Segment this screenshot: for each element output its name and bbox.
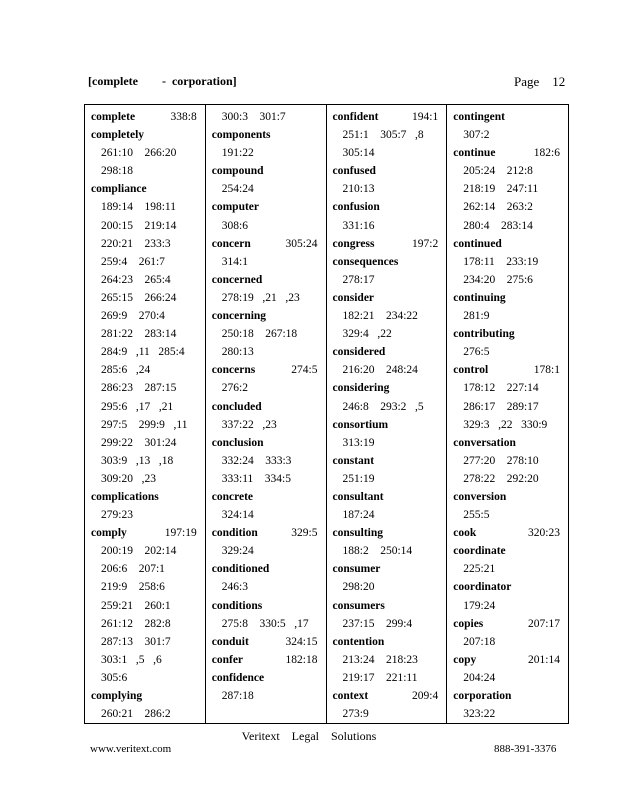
index-entry <box>333 198 447 234</box>
index-term-line <box>333 416 447 434</box>
index-entry <box>333 633 447 687</box>
index-term: consequences <box>332 255 399 268</box>
index-entry <box>333 597 447 633</box>
index-term: consumers <box>332 599 385 612</box>
index-term-line <box>91 687 205 705</box>
index-term: considering <box>332 382 390 395</box>
index-term-line <box>333 560 447 578</box>
index-ref-line: 278:22 292:20 <box>463 472 539 485</box>
index-entry <box>453 235 568 289</box>
index-term: contingent <box>453 111 505 123</box>
index-inline-ref: 305:24 <box>285 237 318 250</box>
index-ref-line: 329:3 ,22 330:9 <box>463 418 548 431</box>
index-ref-line: 205:24 212:8 <box>463 165 533 178</box>
index-entry <box>453 488 568 524</box>
index-inline-ref: 197:2 <box>412 237 439 250</box>
index-term-line <box>212 361 326 379</box>
index-ref-line: 333:11 334:5 <box>221 472 291 485</box>
index-ref-line: 331:16 <box>342 219 375 232</box>
index-entry <box>212 108 326 126</box>
index-term-line <box>333 379 447 397</box>
index-entry <box>333 253 447 289</box>
index-term: confused <box>332 165 376 178</box>
index-ref-line: 329:4 ,22 <box>342 328 392 341</box>
index-term-line <box>91 524 205 542</box>
index-ref-line: 278:17 <box>342 273 375 286</box>
index-ref-line: 309:20 ,23 <box>101 472 156 485</box>
index-term-line <box>212 198 326 216</box>
index-ref-line: 264:23 265:4 <box>101 273 171 286</box>
index-inline-ref: 197:19 <box>164 527 197 540</box>
index-ref-line: 261:10 266:20 <box>101 147 177 160</box>
index-ref-line: 250:18 267:18 <box>221 328 298 341</box>
index-term-line <box>453 289 568 307</box>
index-inline-ref: 209:4 <box>412 690 439 702</box>
index-term-line <box>333 488 447 506</box>
index-entry <box>212 307 326 361</box>
index-entry <box>212 126 326 162</box>
index-ref-line: 332:24 333:3 <box>221 454 292 467</box>
index-term: congress <box>332 237 375 250</box>
index-ref-line: 287:18 <box>221 690 254 702</box>
index-ref-line: 298:18 <box>101 165 133 178</box>
index-ref-line: 234:20 275:6 <box>463 273 533 286</box>
index-term: conversation <box>453 436 516 449</box>
index-ref-line: 286:23 287:15 <box>101 382 177 395</box>
index-ref-line: 285:6 ,24 <box>101 364 151 377</box>
index-entry <box>333 488 447 524</box>
index-ref-line: 287:13 301:7 <box>101 635 171 648</box>
index-term: confusion <box>332 201 380 214</box>
index-ref-line: 314:1 <box>221 255 248 268</box>
index-entry <box>212 235 326 271</box>
index-ref-line: 279:23 <box>101 509 133 522</box>
index-ref-line: 276:2 <box>221 382 248 395</box>
index-entry <box>333 524 447 560</box>
index-entry <box>212 488 326 524</box>
index-entry <box>212 398 326 434</box>
index-inline-ref: 324:15 <box>285 635 318 648</box>
index-entry <box>453 524 568 542</box>
index-ref-line: 269:9 270:4 <box>101 310 165 323</box>
index-term-line <box>453 361 568 379</box>
index-term: contention <box>332 635 385 648</box>
index-ref-line: 237:15 299:4 <box>342 617 413 630</box>
index-ref-line: 220:21 233:3 <box>101 237 171 250</box>
index-term: corporation <box>453 690 512 702</box>
index-term-line <box>212 524 326 542</box>
index-entry <box>91 488 205 524</box>
index-term-line <box>212 307 326 325</box>
index-ref-line: 189:14 198:11 <box>101 201 176 214</box>
index-term: complying <box>91 690 143 702</box>
footer-website: www.veritext.com <box>90 743 172 755</box>
index-term-line <box>91 108 205 126</box>
index-entry <box>333 108 447 162</box>
index-ref-line: 187:24 <box>342 509 375 522</box>
index-term: conversion <box>453 490 507 503</box>
index-inline-ref: 178:1 <box>533 364 560 377</box>
index-ref-line: 213:24 218:23 <box>342 653 418 666</box>
footer-brand: Veritext Legal Solutions <box>241 729 377 743</box>
index-term: continue <box>453 147 496 160</box>
index-term-line <box>212 434 326 452</box>
index-ref-line: 277:20 278:10 <box>463 454 539 467</box>
index-term: control <box>453 364 489 377</box>
index-entry <box>453 615 568 651</box>
index-column-2 <box>206 105 327 723</box>
index-ref-line: 337:22 ,23 <box>221 418 277 431</box>
index-entry <box>212 361 326 397</box>
index-term: continued <box>453 237 502 250</box>
index-term: compound <box>211 165 264 178</box>
index-ref-line: 219:17 221:11 <box>342 671 418 684</box>
index-term-line <box>333 253 447 271</box>
index-term: confer <box>211 653 244 666</box>
index-ref-line: 188:2 250:14 <box>342 545 413 558</box>
index-term-line <box>333 235 447 253</box>
index-term-line <box>333 524 447 542</box>
index-ref-line: 329:24 <box>221 545 254 558</box>
index-term-line <box>212 235 326 253</box>
index-ref-line: 225:21 <box>463 563 496 576</box>
index-term: consulting <box>332 527 383 540</box>
index-ref-line: 324:14 <box>221 509 254 522</box>
index-entry <box>212 633 326 651</box>
index-entry <box>212 524 326 560</box>
index-term-line <box>212 398 326 416</box>
index-entry <box>91 524 205 687</box>
index-term-line <box>453 434 568 452</box>
index-ref-line: 305:14 <box>342 147 375 160</box>
index-entry <box>333 452 447 488</box>
index-entry <box>453 108 568 144</box>
index-term: conduit <box>211 635 249 648</box>
index-ref-line: 261:12 282:8 <box>101 617 171 630</box>
index-entry <box>333 416 447 452</box>
index-ref-line: 280:13 <box>221 346 254 359</box>
index-ref-line: 265:15 266:24 <box>101 291 177 304</box>
index-term: concerns <box>211 364 256 377</box>
index-entry <box>212 162 326 198</box>
index-entry <box>453 542 568 578</box>
index-inline-ref: 182:6 <box>533 147 560 160</box>
index-ref-line: 246:3 <box>221 581 248 594</box>
index-ref-line: 178:11 233:19 <box>463 255 539 268</box>
index-term: components <box>211 129 271 142</box>
index-ref-line: 207:18 <box>463 635 496 648</box>
index-term-line <box>453 235 568 253</box>
index-entry <box>453 687 568 723</box>
index-inline-ref: 329:5 <box>291 527 318 540</box>
index-term-line <box>453 524 568 542</box>
index-term: computer <box>211 201 260 214</box>
index-ref-line: 216:20 248:24 <box>342 364 418 377</box>
index-ref-line: 280:4 283:14 <box>463 219 533 232</box>
index-term-line <box>453 651 568 669</box>
index-term-line <box>91 180 205 198</box>
footer-phone: 888-391-3376 <box>494 743 557 755</box>
index-entry <box>333 687 447 723</box>
index-term-line <box>212 560 326 578</box>
index-ref-line: 178:12 227:14 <box>463 382 539 395</box>
index-term-line <box>453 108 568 126</box>
index-entry <box>333 379 447 415</box>
index-entry <box>333 560 447 596</box>
index-inline-ref: 182:18 <box>285 653 318 666</box>
index-ref-line: 299:22 301:24 <box>101 436 177 449</box>
index-term-line <box>333 633 447 651</box>
index-ref-line: 262:14 263:2 <box>463 201 533 214</box>
index-term-line <box>453 542 568 560</box>
index-ref-line: 303:1 ,5 ,6 <box>101 653 162 666</box>
index-term: concerning <box>211 310 267 323</box>
index-entry <box>333 235 447 253</box>
index-ref-line: 200:19 202:14 <box>101 545 177 558</box>
index-ref-line: 278:19 ,21 ,23 <box>221 291 300 304</box>
index-term-line <box>333 343 447 361</box>
index-ref-line: 200:15 219:14 <box>101 219 177 232</box>
page-number: Page 12 <box>514 74 566 89</box>
index-term: comply <box>91 527 127 540</box>
index-term: consider <box>332 291 375 304</box>
index-term: cook <box>453 527 477 540</box>
index-column-3 <box>327 105 448 723</box>
index-entry <box>333 343 447 379</box>
index-ref-line: 206:6 207:1 <box>101 563 165 576</box>
index-term: constant <box>332 454 375 467</box>
index-term: continuing <box>453 291 506 304</box>
index-term: concrete <box>211 490 254 503</box>
index-ref-line: 218:19 247:11 <box>463 183 539 196</box>
index-entry <box>212 669 326 705</box>
index-entry <box>453 361 568 433</box>
index-ref-line: 303:9 ,13 ,18 <box>101 454 174 467</box>
index-ref-line: 295:6 ,17 ,21 <box>101 400 174 413</box>
index-column-1 <box>85 105 206 723</box>
index-term: compliance <box>91 183 147 196</box>
index-term: complete <box>91 111 136 123</box>
index-ref-line: 323:22 <box>463 708 496 721</box>
index-entry <box>212 434 326 488</box>
index-term-line <box>453 615 568 633</box>
index-term: contributing <box>453 328 515 341</box>
index-term-line <box>333 452 447 470</box>
index-column-4 <box>447 105 568 723</box>
index-term: consultant <box>332 490 384 503</box>
index-inline-ref: 207:17 <box>528 617 560 630</box>
index-term-line <box>333 687 447 705</box>
index-entry <box>453 289 568 325</box>
index-inline-ref: 320:23 <box>528 527 560 540</box>
index-ref-line: 179:24 <box>463 599 496 612</box>
index-term-line <box>212 488 326 506</box>
index-entry <box>333 289 447 343</box>
index-ref-line: 286:17 289:17 <box>463 400 539 413</box>
index-term-line <box>212 633 326 651</box>
index-term-line <box>333 108 447 126</box>
index-ref-line: 275:8 330:5 ,17 <box>221 617 309 630</box>
index-term-line <box>453 687 568 705</box>
index-term: conditions <box>211 599 263 612</box>
index-term: confident <box>332 111 379 123</box>
index-ref-line: 297:5 299:9 ,11 <box>101 418 188 431</box>
index-term-line <box>212 651 326 669</box>
index-ref-line: 305:6 <box>101 671 128 684</box>
index-inline-ref: 338:8 <box>170 111 197 123</box>
index-ref-line: 276:5 <box>463 346 490 359</box>
index-term: considered <box>332 346 386 359</box>
index-inline-ref: 194:1 <box>412 111 439 123</box>
index-ref-line: 281:22 283:14 <box>101 328 177 341</box>
index-ref-line: 281:9 <box>463 310 490 323</box>
index-term: concluded <box>211 400 262 413</box>
index-range-header: [complete - corporation] <box>88 74 237 88</box>
index-ref-line: 259:4 261:7 <box>101 255 165 268</box>
index-term-line <box>212 271 326 289</box>
index-term-line <box>212 162 326 180</box>
index-entry <box>91 126 205 180</box>
index-ref-line: 254:24 <box>221 183 254 196</box>
index-entry <box>453 434 568 488</box>
index-term-line <box>91 126 205 144</box>
index-ref-line: 251:1 305:7 ,8 <box>342 129 424 142</box>
index-term: coordinator <box>453 581 512 594</box>
index-entry <box>212 271 326 307</box>
index-term-line <box>91 488 205 506</box>
index-entry <box>453 578 568 614</box>
index-term: context <box>332 690 369 702</box>
index-entry <box>212 198 326 234</box>
index-term-line <box>333 289 447 307</box>
index-term: concern <box>211 237 251 250</box>
index-ref-line: 284:9 ,11 285:4 <box>101 346 185 359</box>
index-inline-ref: 201:14 <box>528 653 560 666</box>
index-entry <box>91 108 205 126</box>
index-ref-line: 260:21 286:2 <box>101 708 171 721</box>
index-term: coordinate <box>453 545 506 558</box>
index-term: conclusion <box>211 436 264 449</box>
index-term: copies <box>453 617 484 630</box>
index-entry <box>212 651 326 669</box>
index-term: copy <box>453 653 477 666</box>
index-inline-ref: 274:5 <box>291 364 318 377</box>
index-entry <box>212 560 326 596</box>
index-ref-line: 204:24 <box>463 671 496 684</box>
index-ref-line: 259:21 260:1 <box>101 599 171 612</box>
index-term: complications <box>91 490 159 503</box>
index-ref-line: 251:19 <box>342 472 375 485</box>
index-ref-line: 246:8 293:2 ,5 <box>342 400 424 413</box>
index-term: completely <box>91 129 145 142</box>
index-ref-line: 298:20 <box>342 581 375 594</box>
index-term-line <box>333 162 447 180</box>
index-term: conditioned <box>211 563 270 576</box>
index-entry <box>91 687 205 723</box>
index-entry <box>212 597 326 633</box>
index-ref-line: 210:13 <box>342 183 375 196</box>
index-term-line <box>333 198 447 216</box>
index-term-line <box>212 597 326 615</box>
index-ref-line: 182:21 234:22 <box>342 310 418 323</box>
index-ref-line: 300:3 301:7 <box>221 111 286 123</box>
index-term-line <box>453 325 568 343</box>
index-entry <box>453 325 568 361</box>
index-term: condition <box>211 527 258 540</box>
index-ref-line: 273:9 <box>342 708 369 721</box>
index-term-line <box>453 488 568 506</box>
index-ref-line: 255:5 <box>463 509 490 522</box>
index-table <box>84 104 569 724</box>
index-ref-line: 308:6 <box>221 219 248 232</box>
index-term-line <box>333 597 447 615</box>
index-term-line <box>453 144 568 162</box>
index-ref-line: 191:22 <box>221 147 254 160</box>
index-term-line <box>212 126 326 144</box>
index-term: confidence <box>211 671 265 684</box>
index-term: concerned <box>211 273 263 286</box>
index-ref-line: 219:9 258:6 <box>101 581 165 594</box>
index-term-line <box>453 578 568 596</box>
index-entry <box>333 162 447 198</box>
index-entry <box>91 180 205 488</box>
index-ref-line: 313:19 <box>342 436 375 449</box>
index-term-line <box>212 669 326 687</box>
index-term: consortium <box>332 418 389 431</box>
index-entry <box>453 144 568 234</box>
index-term: consumer <box>332 563 381 576</box>
index-ref-line: 307:2 <box>463 129 490 142</box>
index-entry <box>453 651 568 687</box>
